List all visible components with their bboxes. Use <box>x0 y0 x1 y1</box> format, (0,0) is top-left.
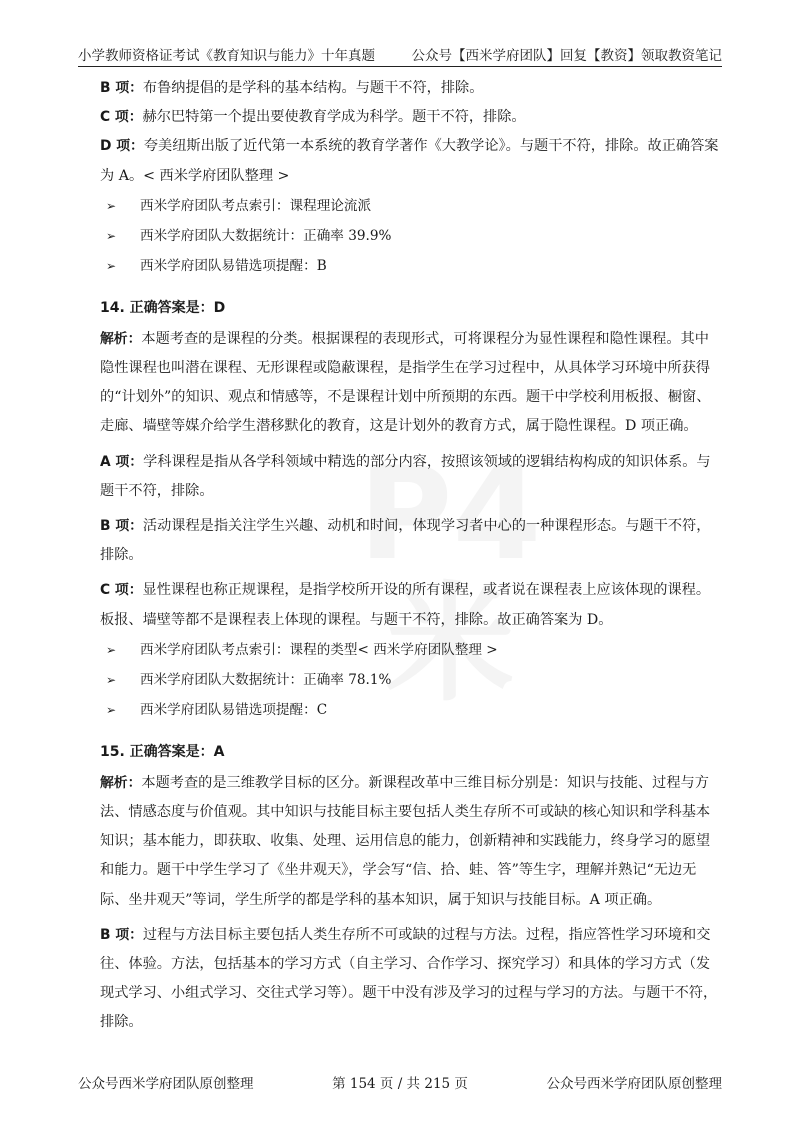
option-label: B 项： <box>100 518 143 535</box>
bullet-item <box>106 665 720 695</box>
option-text: 显性课程也称正规课程，是指学校所开设的所有课程，或者说在课程表上应该体现的课程。板报、墙壁等都不是课程表上体现的课程。与题干不符，排除。故正确答案为 D。 <box>100 582 711 628</box>
option-b-paragraph <box>100 921 720 1038</box>
bullet-text: 西米学府团队大数据统计：正确率 39.9% <box>140 227 392 244</box>
analysis-text: 本题考查的是三维教学目标的区分。新课程改革中三维目标分别是：知识与技能、过程与方法、情感态度与价值观。其中知识与技能目标主要包括人类生存所不可或缺的核心知识和学科基本知识；基本能力，即获取、收集、处理、运用信息的能力，创新精神和实践能力，终身学习的愿望和能力。题干中学生学习了《坐井观天》，学会写“信、拾、蛙、答”等生字，理解并熟记“无边无际、坐井观天”等词，学生所学的都是学科的基本知识，属于知识与技能目标。A 项正确。 <box>100 774 711 908</box>
page-number: 第 154 页 / 共 215 页 <box>332 1076 468 1092</box>
option-text: 活动课程是指关注学生兴趣、动机和时间，体现学习者中心的一种课程形态。与题干不符，排除。 <box>100 518 711 564</box>
option-a-paragraph <box>100 448 720 506</box>
bullet-item <box>106 695 720 725</box>
page-footer <box>78 1072 722 1096</box>
option-text: 赫尔巴特第一个提出要使教育学成为科学。题干不符，排除。 <box>142 109 526 126</box>
option-label: B 项： <box>100 926 143 943</box>
header-left-text: 小学教师资格证考试《教育知识与能力》十年真题 <box>78 48 375 64</box>
page-header <box>78 40 722 67</box>
option-text: 布鲁纳提倡的是学科的基本结构。与题干不符，排除。 <box>142 80 484 96</box>
option-b-paragraph <box>100 512 720 570</box>
option-label: C 项： <box>100 109 143 126</box>
option-d-paragraph <box>100 132 720 190</box>
bullet-text: 西米学府团队易错选项提醒：B <box>140 257 327 274</box>
analysis-text: 本题考查的是课程的分类。根据课程的表现形式，可将课程分为显性课程和隐性课程。其中隐性课程也叫潜在课程、无形课程或隐蔽课程，是指学生在学习过程中，从具体学习环境中所获得的“计划外”的知识、观点和情感等，不是课程计划中所预期的东西。题干中学校利用板报、橱窗、走廊、墙壁等媒介给学生潜移默化的教育，这是计划外的教育方式，属于隐性课程。D 项正确。 <box>100 330 711 435</box>
option-label: A 项： <box>100 453 144 470</box>
bullet-text: 西米学府团队易错选项提醒：C <box>140 701 328 718</box>
arrow-bullet-icon: ➢ <box>106 642 117 657</box>
bullet-item <box>106 221 720 251</box>
arrow-bullet-icon: ➢ <box>106 228 117 243</box>
analysis-paragraph <box>100 769 720 915</box>
option-c-paragraph <box>100 103 720 132</box>
page-content <box>100 74 720 1038</box>
footer-left-text: 公众号西米学府团队原创整理 <box>78 1076 254 1092</box>
bullet-item <box>106 251 720 281</box>
option-c-paragraph <box>100 576 720 634</box>
bullet-text: 西米学府团队考点索引：课程的类型< 西米学府团队整理 > <box>140 641 498 658</box>
option-text: 过程与方法目标主要包括人类生存所不可或缺的过程与方法。过程，指应答性学习环境和交往、体验。方法，包括基本的学习方式（自主学习、合作学习、探究学习）和具体的学习方式（发现式学习、小组式学习、交往式学习等）。题干中没有涉及学习的过程与学习的方法。与题干不符，排除。 <box>100 926 718 1031</box>
question-15-heading: 15. 正确答案是：A <box>100 743 225 760</box>
bullet-text: 西米学府团队大数据统计：正确率 78.1% <box>140 671 392 688</box>
arrow-bullet-icon: ➢ <box>106 702 117 717</box>
bullet-text: 西米学府团队考点索引：课程理论流派 <box>140 197 372 214</box>
question-14-heading: 14. 正确答案是：D <box>100 299 226 316</box>
arrow-bullet-icon: ➢ <box>106 672 117 687</box>
analysis-paragraph <box>100 325 720 442</box>
option-text: 学科课程是指从各学科领域中精选的部分内容，按照该领域的逻辑结构构成的知识体系。与题干不符，排除。 <box>100 453 711 499</box>
option-b-paragraph <box>100 74 720 103</box>
bullet-item <box>106 635 720 665</box>
bullet-item <box>106 191 720 221</box>
analysis-label: 解析： <box>100 774 142 791</box>
arrow-bullet-icon: ➢ <box>106 258 117 273</box>
option-label: C 项： <box>100 582 143 599</box>
analysis-label: 解析： <box>100 330 142 347</box>
option-label: B 项： <box>100 80 143 96</box>
option-text: 夸美纽斯出版了近代第一本系统的教育学著作《大教学论》。与题干不符，排除。故正确答案为 A。< 西米学府团队整理 > <box>100 138 719 184</box>
arrow-bullet-icon: ➢ <box>106 198 117 213</box>
header-right-text: 公众号【西米学府团队】回复【教资】领取教资笔记 <box>411 48 722 64</box>
option-label: D 项： <box>100 138 144 155</box>
footer-right-text: 公众号西米学府团队原创整理 <box>546 1076 722 1092</box>
